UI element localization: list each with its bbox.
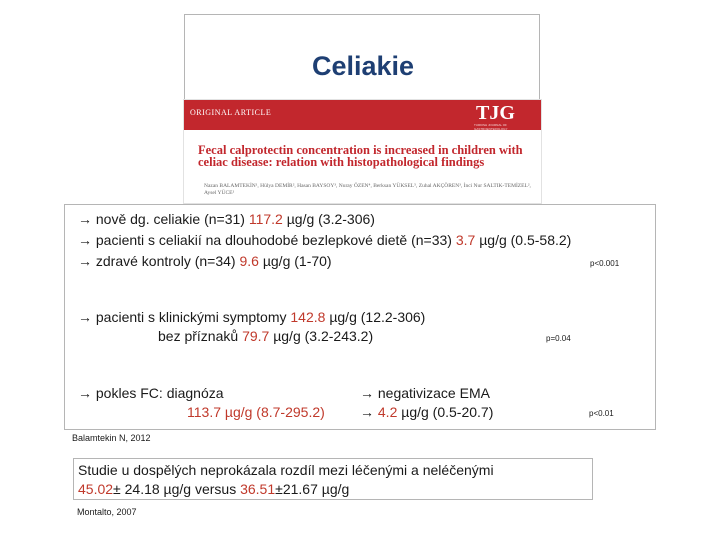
finding-value: 9.6 (239, 253, 259, 269)
finding-symptomatic: → pacienti s klinickými symptomy 142.8 µg/g (12.2-306) (78, 309, 426, 325)
decline-ema-value-line: → 4.2 µg/g (0.5-20.7) (360, 404, 494, 420)
citation-montalto: Montalto, 2007 (77, 507, 137, 517)
finding-value: 79.7 (242, 328, 270, 344)
decline-label: → pokles FC: diagnóza (78, 385, 224, 401)
article-title: Fecal calprotectin concentration is increased in children with celiac disease: relation with histopathological findings (198, 143, 523, 169)
finding-value: 142.8 (290, 309, 326, 325)
decline-ema-label: → negativizace EMA (360, 385, 490, 401)
article-type-label: ORIGINAL ARTICLE (190, 108, 272, 117)
decline-diagnosis-value: 113.7 µg/g (8.7-295.2) (187, 404, 325, 420)
finding-healthy-controls: → zdravé kontroly (n=34) 9.6 µg/g (1-70) (78, 253, 332, 269)
untreated-value: 36.51 (240, 481, 276, 497)
p-value-first: p<0.001 (590, 259, 620, 268)
journal-logo: TJG (476, 102, 515, 124)
finding-value: 3.7 (455, 232, 476, 248)
finding-asymptomatic: bez příznaků 79.7 µg/g (3.2-243.2) (158, 328, 374, 344)
finding-gluten-free-diet: → pacienti s celiakií na dlouhodobé bezlepkové dietě (n=33) 3.7 µg/g (0.5-58.2) (78, 232, 572, 248)
decline-ema-value: 4.2 (377, 404, 398, 420)
slide-title: Celiakie (311, 51, 415, 81)
adult-study-values: 45.02± 24.18 µg/g versus 36.51±21.67 µg/g (78, 481, 350, 497)
finding-value: 117.2 (248, 211, 283, 227)
p-value-third: p<0.01 (589, 409, 614, 418)
article-header-image (183, 99, 542, 204)
article-authors: Nazan BALAMTEKİN¹, Hülya DEMİR², Hasan BAYSOY³, Nuray ÖZEN⁴, Berksan YÜKSEL⁵, Zuhal AKÇÖREN³, İnci Nur SALTIK-TEMİZEL², Aysel YÜCE² (204, 183, 531, 196)
p-value-second: p=0.04 (546, 334, 571, 343)
finding-new-diagnosis: → nově dg. celiakie (n=31) 117.2 µg/g (3.2-306) (78, 211, 375, 227)
journal-logo-subtitle: TURKISH JOURNAL OF GASTROENTEROLOGY (474, 123, 508, 131)
citation-balamtekin: Balamtekin N, 2012 (72, 433, 151, 443)
adult-study-text: Studie u dospělých neprokázala rozdíl mezi léčenými a neléčenými (78, 462, 494, 478)
treated-value: 45.02 (78, 481, 114, 497)
